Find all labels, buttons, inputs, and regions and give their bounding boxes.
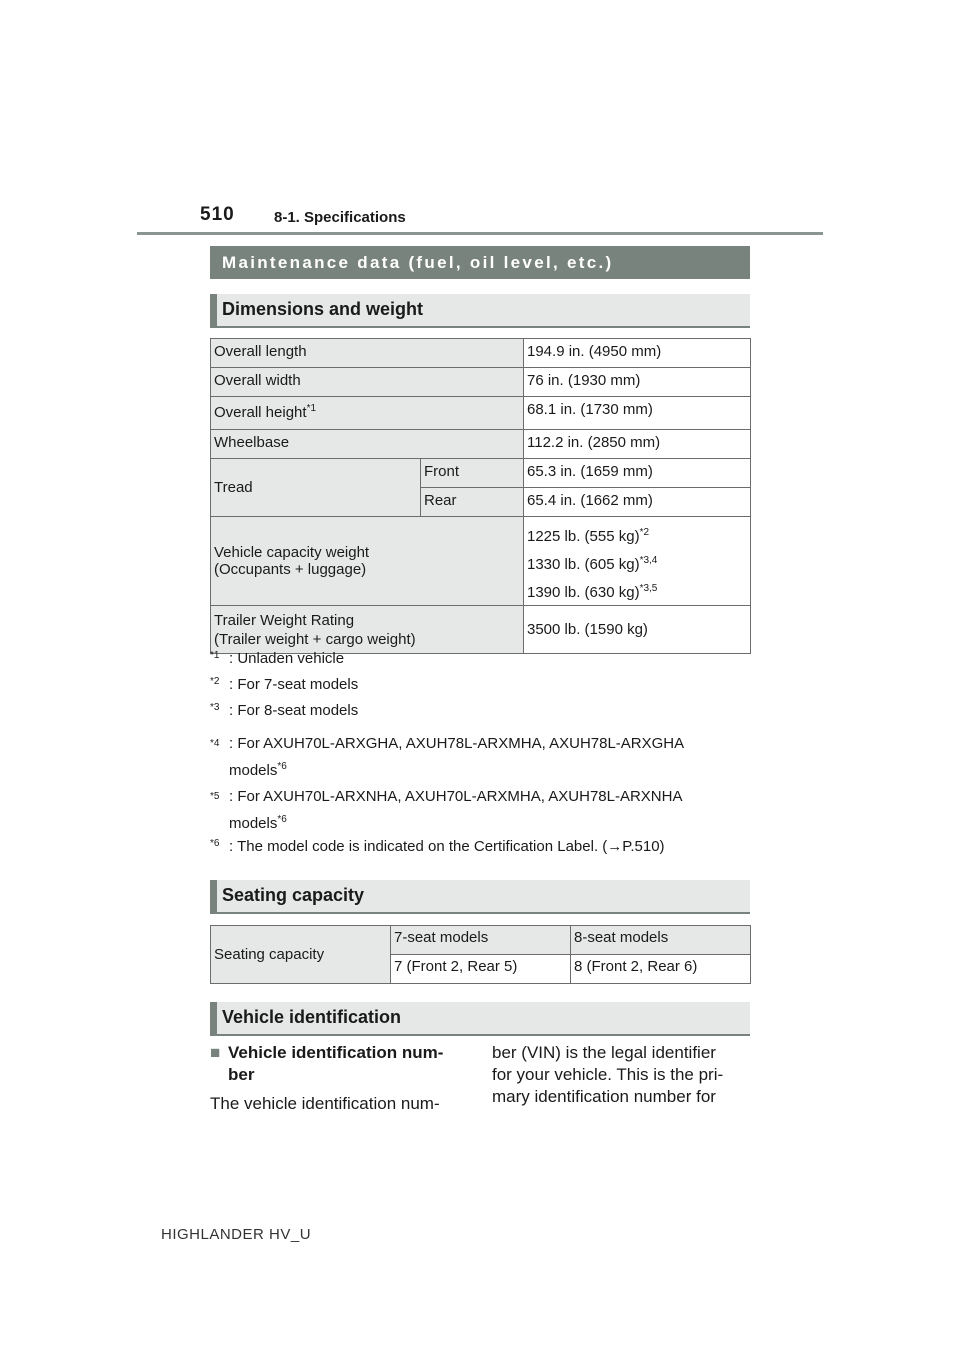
- footnote: [210, 650, 750, 676]
- table-row: [211, 368, 751, 397]
- row-value: 7 (Front 2, Rear 5): [391, 955, 571, 984]
- row-label: [211, 517, 524, 606]
- page-ref-arrow-icon: →: [607, 838, 623, 855]
- section-label: 8-1. Specifications: [274, 209, 406, 226]
- footnote-mark: *6: [210, 838, 220, 849]
- row-value: [524, 517, 751, 606]
- footnote: [210, 676, 750, 702]
- vin-body-line: mary identification number for: [492, 1087, 716, 1106]
- seating-table: [210, 925, 751, 984]
- tread-front-label: Front: [421, 459, 524, 488]
- row-value: 76 in. (1930 mm): [524, 368, 751, 397]
- footnotes: [210, 650, 750, 864]
- table-row: [211, 430, 751, 459]
- footnote: [210, 785, 750, 838]
- footnote-ref: *3,5: [639, 583, 658, 594]
- capacity-value-text: 1390 lb. (630 kg): [527, 584, 640, 601]
- footnote: [210, 838, 750, 864]
- row-value: 65.3 in. (1659 mm): [524, 459, 751, 488]
- row-label: Overall length: [211, 339, 524, 368]
- table-row: [211, 459, 751, 488]
- footnote-ref: *3,4: [639, 555, 658, 566]
- capacity-value: [527, 521, 747, 549]
- footnote-mark: *3: [210, 702, 220, 713]
- footnote-text: : For 8-seat models: [229, 702, 359, 719]
- footnote-mark: *1: [210, 650, 220, 661]
- vin-body-line: ber (VIN) is the legal identifier: [492, 1043, 716, 1062]
- column-header: 7-seat models: [391, 926, 571, 955]
- tread-rear-label: Rear: [421, 488, 524, 517]
- footnote-ref: *1: [306, 403, 317, 414]
- footnote: [210, 732, 750, 785]
- footnote-ref: *6: [277, 814, 287, 825]
- row-label-line: (Occupants + luggage): [214, 561, 367, 578]
- vin-heading: [210, 1042, 475, 1086]
- main-title: Maintenance data (fuel, oil level, etc.): [210, 246, 750, 279]
- row-value: 65.4 in. (1662 mm): [524, 488, 751, 517]
- vin-left-column: [210, 1042, 475, 1115]
- footnote-ref: *6: [277, 761, 287, 772]
- capacity-value-text: 1225 lb. (555 kg): [527, 528, 640, 545]
- vin-title: Vehicle identification: [210, 1002, 750, 1036]
- footnote-mark: *2: [210, 676, 220, 687]
- row-value: 8 (Front 2, Rear 6): [571, 955, 751, 984]
- column-header: 8-seat models: [571, 926, 751, 955]
- footnote-text: : For 7-seat models: [229, 676, 359, 693]
- table-row: [211, 517, 751, 606]
- table-row: [211, 926, 751, 955]
- footnote: [210, 702, 750, 732]
- capacity-value: [527, 549, 747, 577]
- page-ref-link[interactable]: P.510): [622, 838, 665, 855]
- row-label-line: (Trailer weight + cargo weight): [214, 630, 416, 648]
- vin-right-column: [492, 1042, 752, 1108]
- table-row: [211, 339, 751, 368]
- vin-heading-line: Vehicle identification num-: [228, 1043, 444, 1062]
- row-label: Seating capacity: [211, 926, 391, 984]
- row-label: Tread: [211, 459, 421, 517]
- bullet-square-icon: ■: [210, 1043, 221, 1062]
- row-value: 68.1 in. (1730 mm): [524, 397, 751, 430]
- header-rule: [137, 232, 823, 235]
- footnote-text: : The model code is indicated on the Certification Label. (: [229, 838, 608, 855]
- footnote-text: : For AXUH70L-ARXGHA, AXUH78L-ARXMHA, AXUH78L-ARXGHA: [229, 735, 685, 752]
- footnote-text: models: [229, 762, 278, 779]
- table-row: [211, 606, 751, 654]
- vin-heading-line: ber: [228, 1065, 255, 1084]
- footnote-ref: *2: [639, 527, 650, 538]
- capacity-value-text: 1330 lb. (605 kg): [527, 556, 640, 573]
- row-label: Wheelbase: [211, 430, 524, 459]
- row-value: 3500 lb. (1590 kg): [524, 606, 751, 654]
- row-value: 112.2 in. (2850 mm): [524, 430, 751, 459]
- footnote-text: : Unladen vehicle: [229, 650, 345, 667]
- footnote-mark: *4: [210, 738, 220, 749]
- footnote-mark: *5: [210, 791, 220, 802]
- table-row: [211, 397, 751, 430]
- vin-body-line: for your vehicle. This is the pri-: [492, 1065, 724, 1084]
- row-value: 194.9 in. (4950 mm): [524, 339, 751, 368]
- row-label: [211, 397, 524, 430]
- dimensions-table: [210, 338, 751, 654]
- row-label: [211, 606, 524, 654]
- capacity-value: [527, 577, 747, 605]
- row-label: Overall width: [211, 368, 524, 397]
- row-label-line: Vehicle capacity weight: [214, 544, 370, 561]
- vin-body-text: The vehicle identification num-: [210, 1094, 440, 1113]
- page-number: 510: [200, 204, 235, 225]
- footnote-text: : For AXUH70L-ARXNHA, AXUH70L-ARXMHA, AXUH78L-ARXNHA: [229, 788, 683, 805]
- row-label-text: Overall height: [214, 404, 307, 421]
- footer-model: HIGHLANDER HV_U: [161, 1226, 312, 1243]
- dimensions-title: Dimensions and weight: [210, 294, 750, 328]
- seating-title: Seating capacity: [210, 880, 750, 914]
- row-label-line: Trailer Weight Rating: [214, 611, 355, 629]
- footnote-text: models: [229, 815, 278, 832]
